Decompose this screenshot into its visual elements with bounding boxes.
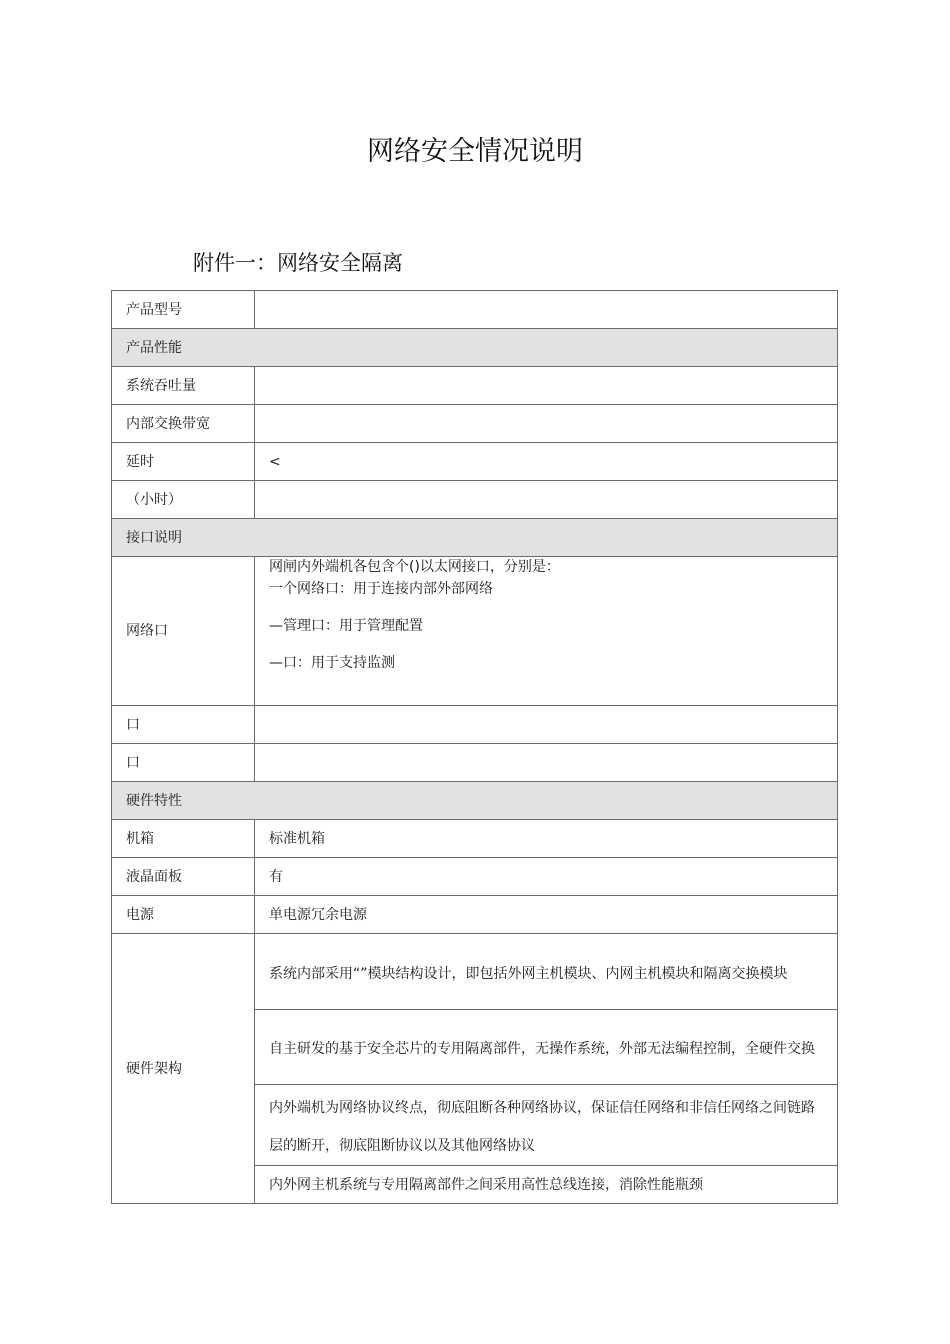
table-row — [112, 744, 838, 782]
port-line: 一个网络口：用于连接内部外部网络 — [269, 581, 493, 597]
cell-label: 延时 — [112, 443, 255, 481]
table-row — [112, 291, 838, 329]
table-row — [112, 820, 838, 858]
table-row — [112, 405, 838, 443]
table-row — [112, 896, 838, 934]
cell-label: 电源 — [112, 896, 255, 934]
section-header-interface: 接口说明 — [112, 519, 838, 557]
cell-label: 网络口 — [112, 557, 255, 706]
port-line: —口：用于支持监测 — [269, 655, 395, 671]
cell-label: 口 — [112, 744, 255, 782]
cell-value: 有 — [255, 858, 838, 896]
cell-label: 机箱 — [112, 820, 255, 858]
cell-value — [255, 405, 838, 443]
table-row — [112, 934, 838, 1010]
table-row — [112, 481, 838, 519]
cell-value — [255, 481, 838, 519]
cell-label: 硬件架构 — [112, 934, 255, 1204]
cell-value — [255, 744, 838, 782]
architecture-item: 内外网主机系统与专用隔离部件之间采用高性总线连接，消除性能瓶颈 — [255, 1166, 838, 1204]
cell-value — [255, 367, 838, 405]
table-row — [112, 858, 838, 896]
cell-label: 口 — [112, 706, 255, 744]
section-header-hardware: 硬件特性 — [112, 782, 838, 820]
cell-label: 内部交换带宽 — [112, 405, 255, 443]
cell-value: 标准机箱 — [255, 820, 838, 858]
cell-value — [255, 557, 838, 706]
page-title: 网络安全情况说明 — [367, 136, 583, 167]
port-line: —管理口：用于管理配置 — [269, 618, 423, 634]
cell-label: （小时） — [112, 481, 255, 519]
cell-label: 液晶面板 — [112, 858, 255, 896]
table-row — [112, 706, 838, 744]
table-row — [112, 367, 838, 405]
cell-label: 系统吞吐量 — [112, 367, 255, 405]
spec-table — [111, 290, 838, 1204]
cell-label: 产品型号 — [112, 291, 255, 329]
architecture-item: 自主研发的基于安全芯片的专用隔离部件，无操作系统，外部无法编程控制，全硬件交换 — [255, 1010, 838, 1085]
section-header-performance: 产品性能 — [112, 329, 838, 367]
section-row — [112, 782, 838, 820]
port-line: 网闸内外端机各包含个()以太网接口，分别是： — [269, 559, 560, 575]
cell-value — [255, 291, 838, 329]
table-row — [112, 443, 838, 481]
cell-value — [255, 706, 838, 744]
architecture-item: 系统内部采用“”模块结构设计，即包括外网主机模块、内网主机模块和隔离交换模块 — [255, 934, 838, 1010]
cell-value: < — [255, 443, 838, 481]
section-row — [112, 329, 838, 367]
architecture-item: 内外端机为网络协议终点，彻底阻断各种网络协议，保证信任网络和非信任网络之间链路层的断开，彻底阻断协议以及其他网络协议 — [255, 1085, 838, 1166]
section-row — [112, 519, 838, 557]
cell-value: 单电源冗余电源 — [255, 896, 838, 934]
table-row — [112, 557, 838, 706]
attachment-heading: 附件一：网络安全隔离 — [193, 251, 403, 275]
